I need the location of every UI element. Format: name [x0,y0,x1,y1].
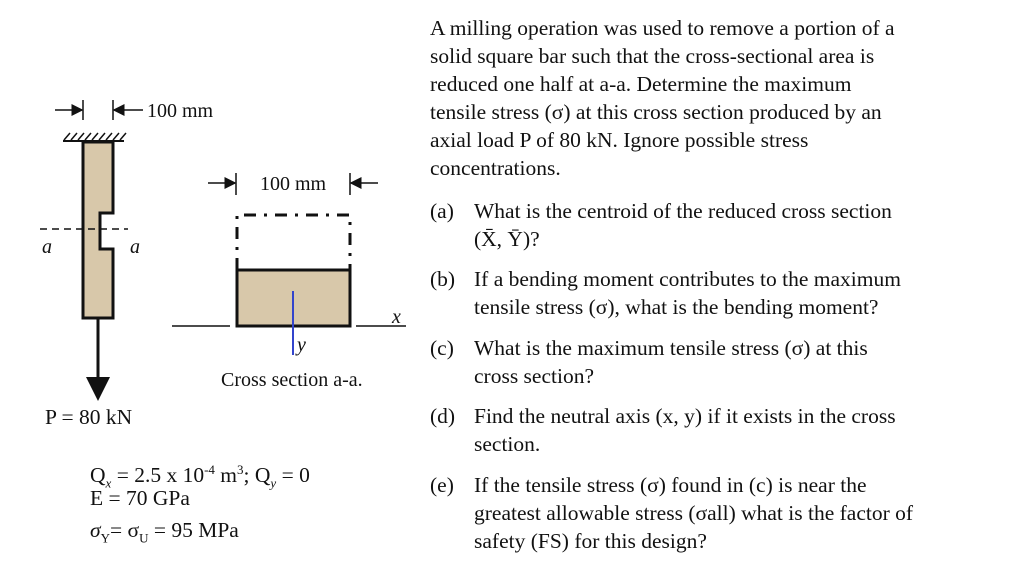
cs-width-label: 100 mm [260,173,327,195]
qx-subscript: x [105,475,112,491]
bar-body [83,142,113,318]
strength-line [90,516,239,552]
question-line: cross section? [474,364,595,388]
fixed-support-hatch [64,133,126,140]
qy-symbol: ; Q [243,463,271,488]
x-axis-label: x [392,306,401,328]
question-label: (b) [430,267,456,291]
question-label: (c) [430,336,454,360]
question-line: What is the centroid of the reduced cross section [474,199,892,223]
sigma-y-symbol: σ [90,518,101,542]
intro-line: tensile stress (σ) at this cross section produced by an [430,100,882,124]
qy-value: = 0 [276,463,310,488]
sigma-u-subscript: U [139,530,149,546]
question-line: If the tensile stress (σ) found in (c) is near the [474,473,867,497]
cross-section-caption: Cross section a-a. [221,369,363,391]
question-line: section. [474,432,541,456]
sigma-u-symbol: = σ [110,518,140,542]
question-line: greatest allowable stress (σall) what is the factor of [474,501,914,525]
qx-value: = 2.5 x 10 [111,463,205,488]
strength-value: = 95 MPa [148,518,239,542]
qx-unit-exponent: 3 [237,462,244,477]
question-line: tensile stress (σ), what is the bending moment? [474,295,879,319]
question-line: safety (FS) for this design? [474,529,707,553]
question-line: (X̄, Ȳ)? [474,227,540,251]
sigma-y-subscript: Y [100,530,110,546]
cross-section [172,173,406,355]
intro-line: A milling operation was used to remove a portion of a [430,16,895,40]
qx-symbol: Q [90,463,106,488]
question-line: If a bending moment contributes to the maximum [474,267,901,291]
question-label: (d) [430,404,456,428]
question-line: Find the neutral axis (x, y) if it exists in the cross [474,404,896,428]
intro-line: axial load P of 80 kN. Ignore possible stress [430,128,809,152]
intro-line: reduced one half at a-a. Determine the maximum [430,72,852,96]
modulus-line: E = 70 GPa [90,486,190,510]
question-label: (e) [430,473,454,497]
y-axis-label: y [297,334,306,356]
section-label-left: a [42,236,52,258]
intro-line: solid square bar such that the cross-sectional area is [430,44,875,68]
question-line: What is the maximum tensile stress (σ) at this [474,336,868,360]
bar-width-label: 100 mm [147,100,214,122]
bar-elevation [40,100,143,398]
qy-subscript: y [270,475,277,491]
load-label: P = 80 kN [45,405,133,429]
qx-unit: m [214,463,238,488]
question-label: (a) [430,199,454,223]
intro-line: concentrations. [430,156,561,180]
qx-exponent: -4 [204,462,215,477]
section-label-right: a [130,236,140,258]
